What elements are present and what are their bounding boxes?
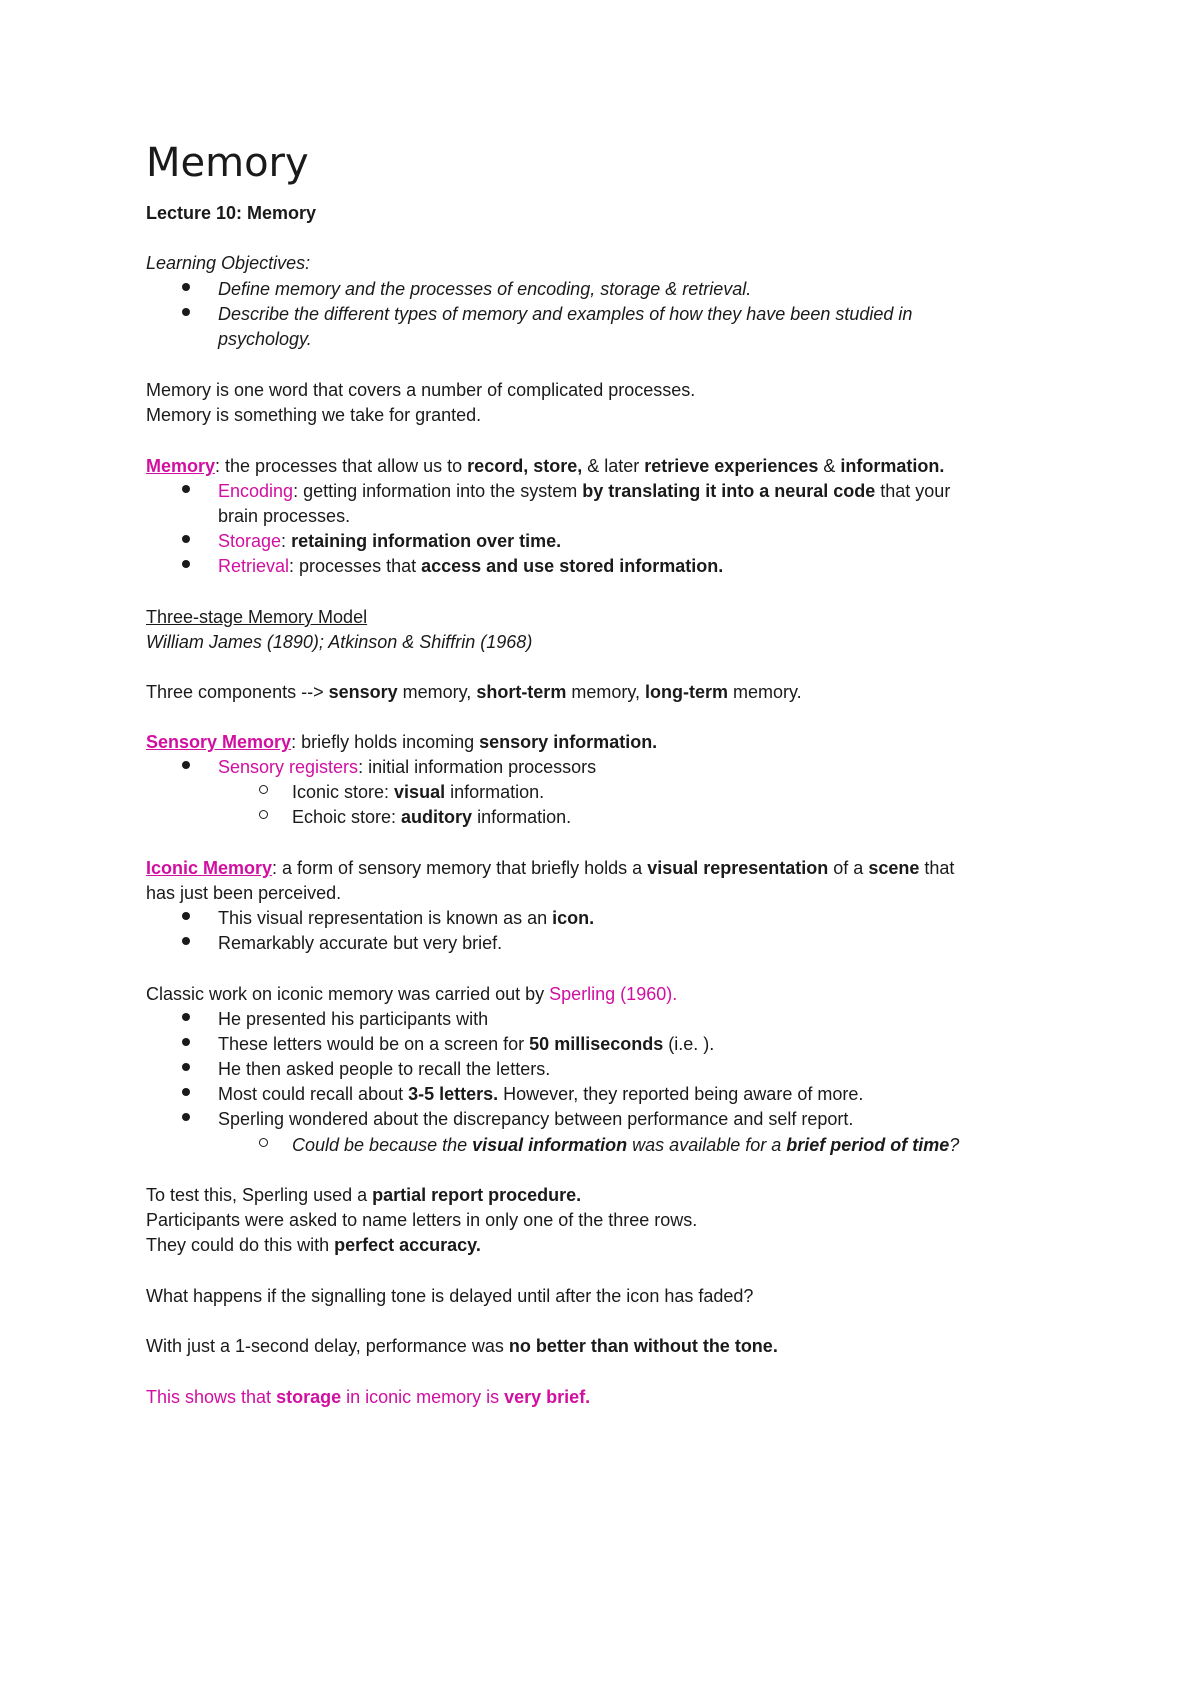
text-span: : the processes that allow us to bbox=[215, 456, 468, 476]
objective-item: Define memory and the processes of encoding, storage & retrieval. bbox=[218, 279, 752, 299]
text-span: information. bbox=[472, 807, 572, 827]
text-span: With just a 1-second delay, performance was bbox=[146, 1336, 509, 1356]
bullet-icon bbox=[182, 912, 190, 920]
text-span: Classic work on iconic memory was carried out by bbox=[146, 984, 550, 1004]
objectives-heading: Learning Objectives: bbox=[146, 253, 311, 273]
storage-term: Storage bbox=[218, 531, 282, 551]
delay-line bbox=[146, 1333, 778, 1360]
sperling-intro bbox=[146, 981, 677, 1008]
bullet-icon bbox=[182, 1063, 190, 1071]
icon-item bbox=[218, 905, 594, 932]
sperling-item bbox=[218, 1081, 863, 1108]
bold-span: by translating it into a neural code bbox=[582, 481, 876, 501]
iconic-memory-term: Iconic Memory bbox=[146, 858, 273, 878]
encoding-term: Encoding bbox=[218, 481, 294, 501]
text-span: memory. bbox=[728, 682, 802, 702]
page-title: Memory bbox=[146, 140, 309, 186]
sub-bullet-icon bbox=[259, 810, 268, 819]
sensory-registers-item bbox=[218, 754, 596, 781]
question-line: What happens if the signalling tone is delayed until after the icon has faded? bbox=[146, 1286, 754, 1306]
bold-span: sensory information. bbox=[479, 732, 658, 752]
text-span: Could be because the bbox=[292, 1135, 473, 1155]
text-span: & later bbox=[582, 456, 645, 476]
bold-span: visual bbox=[394, 782, 446, 802]
bullet-icon bbox=[182, 283, 190, 291]
text-span: : bbox=[281, 531, 292, 551]
text-span: & bbox=[818, 456, 841, 476]
iconic-memory-definition bbox=[146, 855, 954, 882]
bold-span: very brief. bbox=[504, 1387, 591, 1407]
text-span: memory, bbox=[397, 682, 477, 702]
partial-report-line bbox=[146, 1232, 481, 1259]
iconic-memory-definition-continued: has just been perceived. bbox=[146, 883, 342, 903]
lecture-text: Lecture 10: Memory bbox=[146, 203, 317, 223]
sperling-item: He presented his participants with bbox=[218, 1009, 489, 1029]
intro-line: Memory is something we take for granted. bbox=[146, 405, 482, 425]
bullet-icon bbox=[182, 535, 190, 543]
text-span: information. bbox=[445, 782, 545, 802]
text-span: was available for a bbox=[627, 1135, 787, 1155]
sub-bullet-icon bbox=[259, 785, 268, 794]
text-span: : briefly holds incoming bbox=[291, 732, 480, 752]
partial-report-line bbox=[146, 1182, 581, 1209]
sensory-memory-definition bbox=[146, 729, 657, 756]
bullet-icon bbox=[182, 1038, 190, 1046]
objective-item: Describe the different types of memory and examples of how they have been studied in bbox=[218, 304, 913, 324]
echoic-store-item bbox=[292, 804, 571, 831]
partial-report-line: Participants were asked to name letters in only one of the three rows. bbox=[146, 1210, 698, 1230]
text-span: (i.e. ). bbox=[663, 1034, 715, 1054]
text-span: This visual representation is known as an bbox=[218, 908, 553, 928]
bold-span: brief period of time bbox=[786, 1135, 950, 1155]
bold-span: storage bbox=[276, 1387, 342, 1407]
text-span: that bbox=[919, 858, 955, 878]
text-span: Iconic store: bbox=[292, 782, 395, 802]
bold-span: sensory bbox=[328, 682, 398, 702]
accuracy-item: Remarkably accurate but very brief. bbox=[218, 933, 503, 953]
bold-span: long-term bbox=[645, 682, 728, 702]
bold-span: short-term bbox=[476, 682, 567, 702]
text-span: Three components --> bbox=[146, 682, 329, 702]
sperling-citation: Sperling (1960). bbox=[549, 984, 678, 1004]
bold-span: icon. bbox=[552, 908, 595, 928]
text-span: : a form of sensory memory that briefly holds a bbox=[272, 858, 648, 878]
sensory-memory-term: Sensory Memory bbox=[146, 732, 292, 752]
text-span: of a bbox=[828, 858, 869, 878]
lecture-heading bbox=[146, 200, 316, 227]
objective-item-continued: psychology. bbox=[218, 329, 312, 349]
text-span: To test this, Sperling used a bbox=[146, 1185, 373, 1205]
sperling-item: Sperling wondered about the discrepancy between performance and self report. bbox=[218, 1109, 854, 1129]
bullet-icon bbox=[182, 308, 190, 316]
text-span: Most could recall about bbox=[218, 1084, 409, 1104]
sperling-item: He then asked people to recall the letters. bbox=[218, 1059, 551, 1079]
bold-span: visual representation bbox=[647, 858, 829, 878]
text-span: This shows that bbox=[146, 1387, 277, 1407]
components-line bbox=[146, 679, 802, 706]
retrieval-term: Retrieval bbox=[218, 556, 290, 576]
text-span: that your bbox=[875, 481, 951, 501]
memory-definition bbox=[146, 453, 944, 480]
bold-span: scene bbox=[868, 858, 920, 878]
text-span: in iconic memory is bbox=[341, 1387, 505, 1407]
memory-term: Memory bbox=[146, 456, 216, 476]
text-span: memory, bbox=[566, 682, 645, 702]
text-span: : initial information processors bbox=[358, 757, 597, 777]
text-span: They could do this with bbox=[146, 1235, 335, 1255]
text-span: : getting information into the system bbox=[293, 481, 583, 501]
text-span: These letters would be on a screen for bbox=[218, 1034, 530, 1054]
bold-span: perfect accuracy. bbox=[334, 1235, 481, 1255]
model-heading: Three-stage Memory Model bbox=[146, 607, 368, 627]
conclusion-line bbox=[146, 1384, 590, 1411]
bold-span: retrieve experiences bbox=[644, 456, 819, 476]
intro-line: Memory is one word that covers a number of complicated processes. bbox=[146, 380, 696, 400]
text-span: Echoic store: bbox=[292, 807, 402, 827]
bullet-icon bbox=[182, 560, 190, 568]
iconic-store-item bbox=[292, 779, 544, 806]
sub-bullet-icon bbox=[259, 1138, 268, 1147]
bullet-icon bbox=[182, 1013, 190, 1021]
bold-span: visual information bbox=[472, 1135, 628, 1155]
bold-span: retaining information over time. bbox=[291, 531, 562, 551]
encoding-item bbox=[218, 478, 950, 505]
retrieval-item bbox=[218, 553, 723, 580]
bullet-icon bbox=[182, 937, 190, 945]
bold-span: access and use stored information. bbox=[421, 556, 724, 576]
bold-span: no better than without the tone. bbox=[508, 1336, 778, 1356]
encoding-item-continued: brain processes. bbox=[218, 506, 351, 526]
sperling-item bbox=[218, 1031, 714, 1058]
text-span: ? bbox=[949, 1135, 960, 1155]
bold-span: record, store, bbox=[467, 456, 583, 476]
text-span: However, they reported being aware of more. bbox=[498, 1084, 864, 1104]
model-authors: William James (1890); Atkinson & Shiffrin (1968) bbox=[146, 632, 533, 652]
sensory-registers-term: Sensory registers bbox=[218, 757, 359, 777]
bullet-icon bbox=[182, 761, 190, 769]
bullet-icon bbox=[182, 1088, 190, 1096]
bold-span: 50 milliseconds bbox=[529, 1034, 664, 1054]
bold-span: information. bbox=[840, 456, 945, 476]
bullet-icon bbox=[182, 1113, 190, 1121]
bold-span: auditory bbox=[401, 807, 473, 827]
bullet-icon bbox=[182, 485, 190, 493]
sperling-subitem bbox=[292, 1132, 959, 1159]
storage-item bbox=[218, 528, 561, 555]
bold-span: 3-5 letters. bbox=[408, 1084, 499, 1104]
text-span: : processes that bbox=[289, 556, 422, 576]
bold-span: partial report procedure. bbox=[372, 1185, 582, 1205]
